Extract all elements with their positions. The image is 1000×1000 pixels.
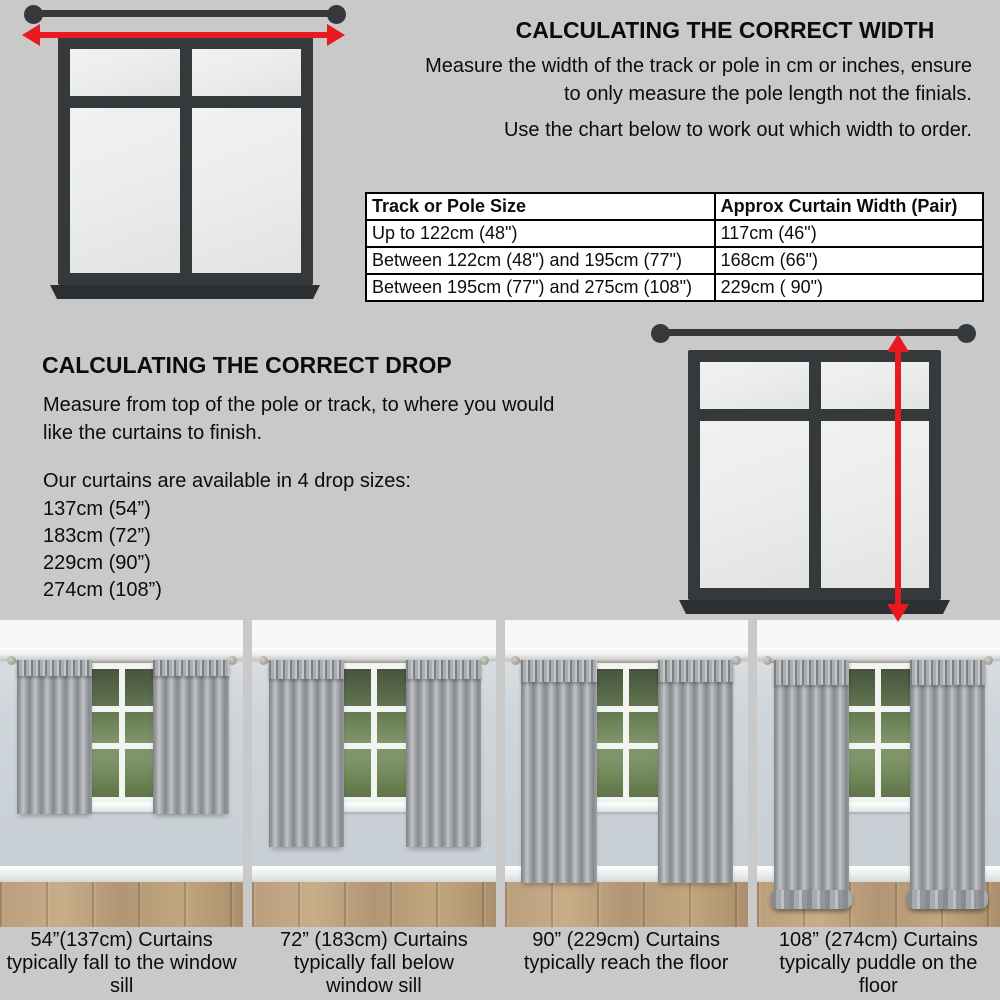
photo-ceiling — [757, 620, 1000, 648]
photo-90in — [505, 620, 748, 927]
photo-ceiling — [0, 620, 243, 648]
curtain-right — [153, 660, 228, 814]
curtain-pole-graphic — [34, 10, 336, 17]
width-title: CALCULATING THE CORRECT WIDTH — [515, 17, 935, 44]
table-row — [366, 247, 983, 274]
table-cell-track: Between 122cm (48") and 195cm (77") — [366, 247, 715, 274]
photo-cornice — [757, 648, 1000, 659]
table-cell-width: 168cm (66") — [715, 247, 983, 274]
width-intro-line2: to only measure the pole length not the finials. — [563, 83, 972, 105]
table-cell-track: Between 195cm (77") and 275cm (108") — [366, 274, 715, 301]
window-panes — [70, 49, 301, 273]
chart-hint: Use the chart below to work out which width to order. — [503, 119, 972, 141]
photo-ceiling — [252, 620, 495, 648]
photo-ceiling — [505, 620, 748, 648]
photo-caption: 72” (183cm) Curtains typically fall below window sill — [279, 929, 468, 997]
photo-cornice — [252, 648, 495, 659]
table-row — [366, 220, 983, 247]
drop-arrow-icon — [895, 352, 901, 604]
window-pane — [192, 49, 302, 96]
curtain-right — [910, 660, 985, 907]
window-pane — [192, 108, 302, 273]
table-cell-width: 117cm (46") — [715, 220, 983, 247]
width-intro-line1: Measure the width of the track or pole in cm or inches, ensure — [425, 55, 972, 77]
curtain-left — [774, 660, 849, 907]
drop-size-list — [43, 496, 162, 604]
drop-intro-line2: like the curtains to finish. — [43, 422, 262, 444]
room-photo — [505, 620, 748, 927]
table-header-width: Approx Curtain Width (Pair) — [715, 193, 983, 220]
photo-108in — [757, 620, 1000, 927]
drop-size-item: 229cm (90”) — [43, 552, 151, 574]
photo-72in — [252, 620, 495, 927]
window-sill — [50, 285, 320, 299]
window-sill — [679, 600, 950, 614]
table-cell-width: 229cm ( 90") — [715, 274, 983, 301]
drop-size-item: 183cm (72”) — [43, 525, 151, 547]
table-row — [366, 274, 983, 301]
window-pane — [700, 421, 809, 588]
curtain-pole-graphic — [662, 329, 964, 336]
photo-caption: 90” (229cm) Curtains typically reach the floor — [523, 929, 729, 974]
curtain-left — [17, 660, 92, 814]
drop-size-item: 137cm (54”) — [43, 498, 151, 520]
table-cell-track: Up to 122cm (48") — [366, 220, 715, 247]
drop-sizes-intro: Our curtains are available in 4 drop sizes: — [43, 470, 411, 492]
curtain-right — [406, 660, 481, 847]
photo-skirting — [252, 866, 495, 881]
caption-row — [0, 929, 1000, 998]
room-photo — [252, 620, 495, 927]
photo-floor — [252, 882, 495, 927]
photo-floor — [505, 882, 748, 927]
table-header-row — [366, 193, 983, 220]
photo-skirting — [0, 866, 243, 881]
drop-size-item: 274cm (108”) — [43, 579, 162, 601]
drop-title: CALCULATING THE CORRECT DROP — [42, 352, 452, 379]
room-photo — [0, 620, 243, 927]
window-pane — [821, 421, 930, 588]
drop-examples-row — [0, 620, 1000, 927]
drop-intro-line1: Measure from top of the pole or track, to where you would — [43, 394, 555, 416]
photo-caption: 108” (274cm) Curtains typically puddle on the floor — [778, 929, 978, 997]
photo-cornice — [505, 648, 748, 659]
width-intro — [365, 52, 972, 108]
window-mullion — [371, 669, 377, 797]
curtain-left — [269, 660, 344, 847]
window-pane — [821, 362, 930, 409]
window-graphic — [58, 37, 313, 285]
window-mullion — [623, 669, 629, 797]
window-mullion — [875, 669, 881, 797]
drop-intro — [43, 391, 643, 447]
photo-floor — [0, 882, 243, 927]
photo-cornice — [0, 648, 243, 659]
window-pane — [700, 362, 809, 409]
window-pane — [70, 108, 180, 273]
room-photo — [757, 620, 1000, 927]
curtain-right — [658, 660, 733, 883]
width-arrow-icon — [40, 32, 327, 38]
width-size-table — [365, 192, 984, 302]
window-pane — [70, 49, 180, 96]
photo-54in — [0, 620, 243, 927]
photo-caption: 54”(137cm) Curtains typically fall to the window sill — [6, 929, 237, 997]
window-mullion — [119, 669, 125, 797]
window-graphic — [688, 350, 941, 600]
table-header-track: Track or Pole Size — [366, 193, 715, 220]
curtain-left — [521, 660, 596, 883]
